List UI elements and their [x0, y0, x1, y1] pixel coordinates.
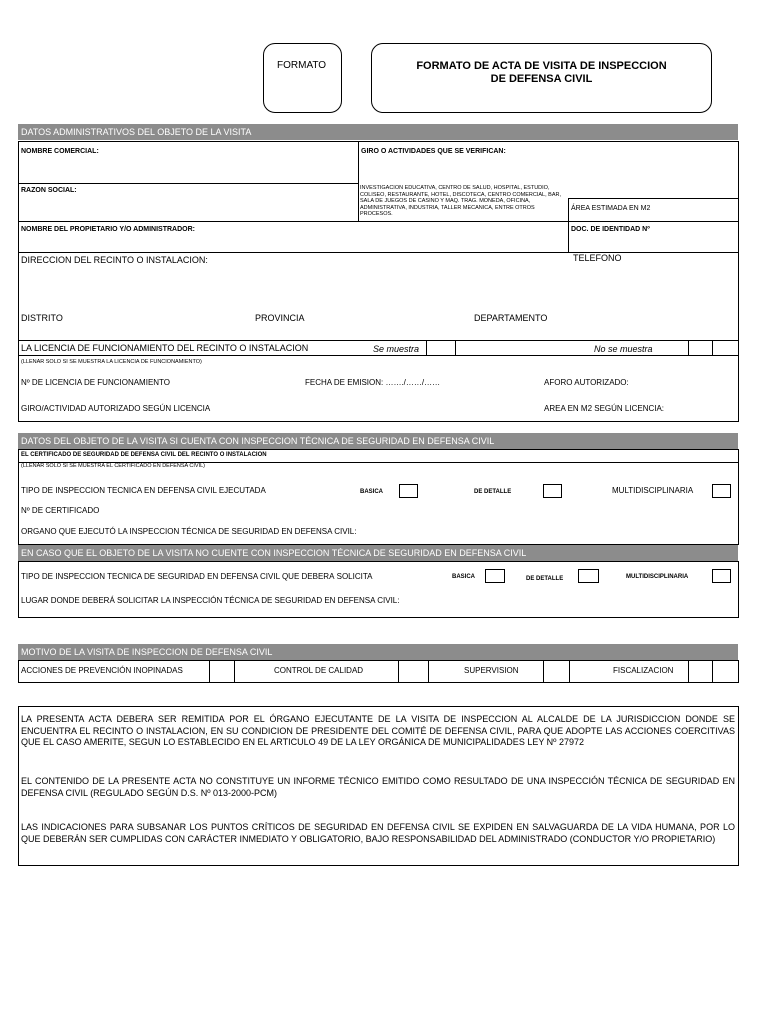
supervision-label: SUPERVISION — [464, 666, 519, 675]
llenar-licencia-note: (LLENAR SOLO SI SE MUESTRA LA LICENCIA DE FUNCIONAMIENTO) — [21, 359, 202, 365]
nombre-propietario-label: NOMBRE DEL PROPIETARIO Y/O ADMINISTRADOR: — [21, 226, 195, 233]
control-calidad-label: CONTROL DE CALIDAD — [274, 666, 364, 675]
area-estimada-label: ÁREA ESTIMADA EN M2 — [571, 205, 651, 212]
tipo-solicitar-label: TIPO DE INSPECCION TECNICA DE SEGURIDAD EN DEFENSA CIVIL QUE DEBERÁ SOLICITA — [21, 573, 373, 581]
giro-autorizado-label: GIRO/ACTIVIDAD AUTORIZADO SEGÚN LICENCIA — [21, 404, 211, 413]
basica-label: BASICA — [360, 489, 384, 495]
direccion-label: DIRECCION DEL RECINTO O INSTALACION: — [21, 255, 208, 265]
note-paragraph-1: LA PRESENTA ACTA DEBERA SER REMITIDA POR EL ÓRGANO EJECUTANTE DE LA VISITA DE INSPECCION AL ALCALDE DE LA JURISDICCION DONDE SE ENCUENTRA EL RECINTO O INSTALACION, EN SU CONDICION DE PRESIDENTE DEL COMITÉ DE DEFENSA CIVIL, PARA QUE ADOPTE LAS ACCIONES COERCITIVAS QUE EL CASO AMERITE, SEGUN LO ESTABLECIDO EN EL ARTICULO 49 DE LA LEY ORGÁNICA DE MUNICIPALIDADES LEY Nº 27972 — [21, 714, 735, 747]
multidisciplinaria-checkbox[interactable] — [712, 484, 731, 498]
section-sin-inspeccion-header: EN CASO QUE EL OBJETO DE LA VISITA NO CUENTE CON INSPECCION TÉCNICA DE SEGURIDAD EN DEFENSA CIVIL — [18, 545, 738, 561]
formato-box — [263, 43, 342, 113]
basica-checkbox-2[interactable] — [485, 569, 505, 583]
section-admin-header: DATOS ADMINISTRATIVOS DEL OBJETO DE LA VISITA — [18, 124, 738, 140]
llenar-certificado-note: (LLENAR SOLO SI SE MUESTRA EL CERTIFICADO EN DEFENSA CIVIL) — [21, 463, 205, 469]
distrito-label: DISTRITO — [21, 313, 63, 323]
basica-label-2: BASICA — [452, 574, 476, 580]
giro-actividades-label: GIRO O ACTIVIDADES QUE SE VERIFICAN: — [361, 148, 506, 155]
section-motivo-header: MOTIVO DE LA VISITA DE INSPECCION DE DEFENSA CIVIL — [18, 644, 738, 660]
area-licencia-label: AREA EN M2 SEGÚN LICENCIA: — [544, 404, 665, 413]
section-admin-table — [18, 141, 739, 356]
provincia-label: PROVINCIA — [255, 313, 305, 323]
multidisciplinaria-checkbox-2[interactable] — [712, 569, 731, 583]
de-detalle-label-2: DE DETALLE — [526, 576, 564, 582]
de-detalle-checkbox[interactable] — [543, 484, 562, 498]
razon-social-label: RAZON SOCIAL: — [21, 187, 77, 194]
acciones-prevencion-label: ACCIONES DE PREVENCIÓN INOPINADAS — [21, 666, 183, 675]
se-muestra-checkbox[interactable] — [427, 341, 455, 356]
control-calidad-checkbox[interactable] — [399, 661, 428, 682]
num-licencia-label: Nº DE LICENCIA DE FUNCIONAMIENTO — [21, 378, 171, 387]
no-se-muestra-option: No se muestra — [594, 344, 653, 354]
fecha-emision-label: FECHA DE EMISION: ……./……/…… — [305, 378, 441, 387]
num-certificado-label: Nº DE CERTIFICADO — [21, 506, 100, 515]
lugar-solicitar-label: LUGAR DONDE DEBERÁ SOLICITAR LA INSPECCIÓN TÉCNICA DE SEGURIDAD EN DEFENSA CIVIL: — [21, 596, 400, 605]
multidisciplinaria-label: MULTIDISCIPLINARIA — [612, 486, 694, 495]
multidisciplinaria-label-2: MULTIDISCIPLINARIA — [626, 574, 689, 580]
certificado-header-label: EL CERTIFICADO DE SEGURIDAD DE DEFENSA CIVIL DEL RECINTO O INSTALACION — [21, 452, 267, 458]
acciones-checkbox[interactable] — [210, 661, 234, 682]
section-certificado-header: DATOS DEL OBJETO DE LA VISITA SI CUENTA CON INSPECCION TÉCNICA DE SEGURIDAD EN DEFENSA CIVIL — [18, 433, 738, 449]
aforo-label: AFORO AUTORIZADO: — [544, 378, 629, 387]
title-box — [371, 43, 712, 113]
formato-label: FORMATO — [277, 60, 327, 71]
telefono-label: TELEFONO — [573, 253, 622, 263]
organo-label: ORGANO QUE EJECUTÓ LA INSPECCION TÉCNICA DE SEGURIDAD EN DEFENSA CIVIL: — [21, 527, 357, 536]
nombre-comercial-label: NOMBRE COMERCIAL: — [21, 148, 99, 155]
doc-identidad-label: DOC. DE IDENTIDAD Nº — [571, 226, 650, 233]
no-se-muestra-checkbox[interactable] — [689, 341, 712, 356]
tipo-inspeccion-label: TIPO DE INSPECCION TECNICA EN DEFENSA CIVIL EJECUTADA — [21, 486, 266, 495]
document-title-line2: DE DEFENSA CIVIL — [490, 73, 593, 85]
note-paragraph-2: EL CONTENIDO DE LA PRESENTE ACTA NO CONSTITUYE UN INFORME TÉCNICO EMITIDO COMO RESULTADO DE UNA INSPECCIÓN TÉCNICA DE SEGURIDAD EN DEFENSA CIVIL (REGULADO SEGÚN D.S. Nº 013-2000-PCM) — [21, 776, 735, 798]
basica-checkbox[interactable] — [399, 484, 418, 498]
se-muestra-option: Se muestra — [373, 344, 420, 354]
supervision-checkbox[interactable] — [544, 661, 569, 682]
giro-examples-text: INVESTIGACION EDUCATIVA, CENTRO DE SALUD, HOSPITAL, ESTUDIO, COLISEO, RESTAURANTE, HOTEL, DISCOTECA, CENTRO COMERCIAL, BAR, SALA DE JUEGOS DE CASINO Y MAQ. TRAG. MONEDA, OFICINA, ADMINISTRATIVA, INDUSTRIA, TALLER MECANICA, ENTRE OTROS PROCESOS. — [360, 185, 561, 217]
departamento-label: DEPARTAMENTO — [474, 313, 548, 323]
section-sin-inspeccion-table — [18, 561, 739, 618]
document-title-line1: FORMATO DE ACTA DE VISITA DE INSPECCION — [416, 60, 667, 72]
licencia-label: LA LICENCIA DE FUNCIONAMIENTO DEL RECINTO O INSTALACION — [21, 343, 309, 353]
de-detalle-label: DE DETALLE — [474, 489, 512, 495]
de-detalle-checkbox-2[interactable] — [578, 569, 599, 583]
note-paragraph-3: LAS INDICACIONES PARA SUBSANAR LOS PUNTOS CRÍTICOS DE SEGURIDAD EN DEFENSA CIVIL SE EXPIDEN EN SALVAGUARDA DE LA VIDA HUMANA, POR LO QUE DEBERÁN SER CUMPLIDAS CON CARÁCTER INMEDIATO Y OBLIGATORIO, BAJO RESPONSABILIDAD DEL ADMINISTRADO (CONDUCTOR Y/O PROPIETARIO) — [21, 822, 735, 844]
fiscalizacion-checkbox[interactable] — [689, 661, 712, 682]
fiscalizacion-label: FISCALIZACION — [613, 666, 674, 675]
